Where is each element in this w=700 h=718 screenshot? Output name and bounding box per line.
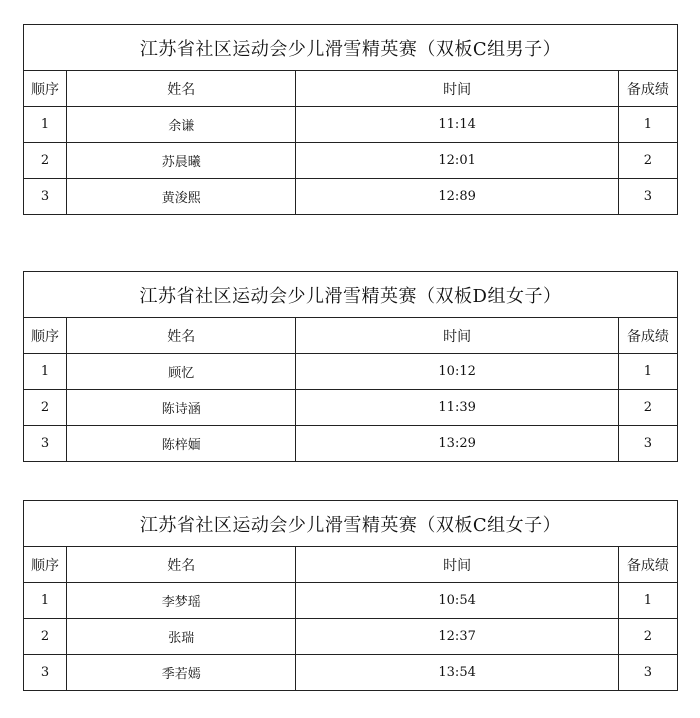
- cell-name: 李梦瑶: [67, 583, 296, 619]
- cell-seq: 2: [24, 390, 67, 426]
- header-score: 备成绩: [618, 71, 677, 107]
- cell-seq: 3: [24, 179, 67, 215]
- header-name: 姓名: [67, 318, 296, 354]
- header-seq: 顺序: [24, 547, 67, 583]
- cell-name: 余谦: [67, 107, 296, 143]
- table-row: [24, 179, 678, 215]
- cell-time: 13:29: [296, 426, 618, 462]
- cell-time: 10:54: [296, 583, 618, 619]
- table-title-row: [24, 501, 678, 547]
- table-title-row: [24, 25, 678, 71]
- table-title-row: [24, 272, 678, 318]
- table-header-row: [24, 547, 678, 583]
- cell-score: 1: [618, 583, 677, 619]
- cell-time: 12:01: [296, 143, 618, 179]
- cell-time: 12:37: [296, 619, 618, 655]
- table-row: [24, 619, 678, 655]
- results-table-c-girls: [23, 500, 678, 691]
- header-time: 时间: [296, 71, 618, 107]
- header-score: 备成绩: [618, 547, 677, 583]
- table-row: [24, 426, 678, 462]
- table-row: [24, 143, 678, 179]
- cell-seq: 1: [24, 583, 67, 619]
- header-name: 姓名: [67, 71, 296, 107]
- cell-score: 2: [618, 143, 677, 179]
- cell-name: 黄浚熙: [67, 179, 296, 215]
- cell-score: 3: [618, 179, 677, 215]
- cell-seq: 3: [24, 426, 67, 462]
- cell-name: 苏晨曦: [67, 143, 296, 179]
- table-row: [24, 390, 678, 426]
- cell-score: 3: [618, 655, 677, 691]
- cell-name: 陈梓媔: [67, 426, 296, 462]
- cell-seq: 2: [24, 619, 67, 655]
- results-table-d-girls: [23, 271, 678, 462]
- cell-time: 13:54: [296, 655, 618, 691]
- cell-time: 12:89: [296, 179, 618, 215]
- cell-score: 1: [618, 354, 677, 390]
- cell-name: 季若嫣: [67, 655, 296, 691]
- table-title: 江苏省社区运动会少儿滑雪精英赛（双板C组女子）: [24, 501, 678, 547]
- table-row: [24, 107, 678, 143]
- table-header-row: [24, 71, 678, 107]
- table-row: [24, 655, 678, 691]
- cell-name: 陈诗涵: [67, 390, 296, 426]
- table-row: [24, 583, 678, 619]
- results-table-c-boys: [23, 24, 678, 215]
- cell-score: 2: [618, 619, 677, 655]
- cell-time: 11:39: [296, 390, 618, 426]
- cell-name: 顾忆: [67, 354, 296, 390]
- header-name: 姓名: [67, 547, 296, 583]
- cell-seq: 3: [24, 655, 67, 691]
- header-score: 备成绩: [618, 318, 677, 354]
- table-header-row: [24, 318, 678, 354]
- cell-time: 11:14: [296, 107, 618, 143]
- cell-score: 3: [618, 426, 677, 462]
- table-row: [24, 354, 678, 390]
- cell-name: 张瑞: [67, 619, 296, 655]
- cell-score: 2: [618, 390, 677, 426]
- table-title: 江苏省社区运动会少儿滑雪精英赛（双板C组男子）: [24, 25, 678, 71]
- cell-time: 10:12: [296, 354, 618, 390]
- header-seq: 顺序: [24, 71, 67, 107]
- header-time: 时间: [296, 547, 618, 583]
- cell-score: 1: [618, 107, 677, 143]
- table-title: 江苏省社区运动会少儿滑雪精英赛（双板D组女子）: [24, 272, 678, 318]
- cell-seq: 2: [24, 143, 67, 179]
- cell-seq: 1: [24, 354, 67, 390]
- header-time: 时间: [296, 318, 618, 354]
- header-seq: 顺序: [24, 318, 67, 354]
- cell-seq: 1: [24, 107, 67, 143]
